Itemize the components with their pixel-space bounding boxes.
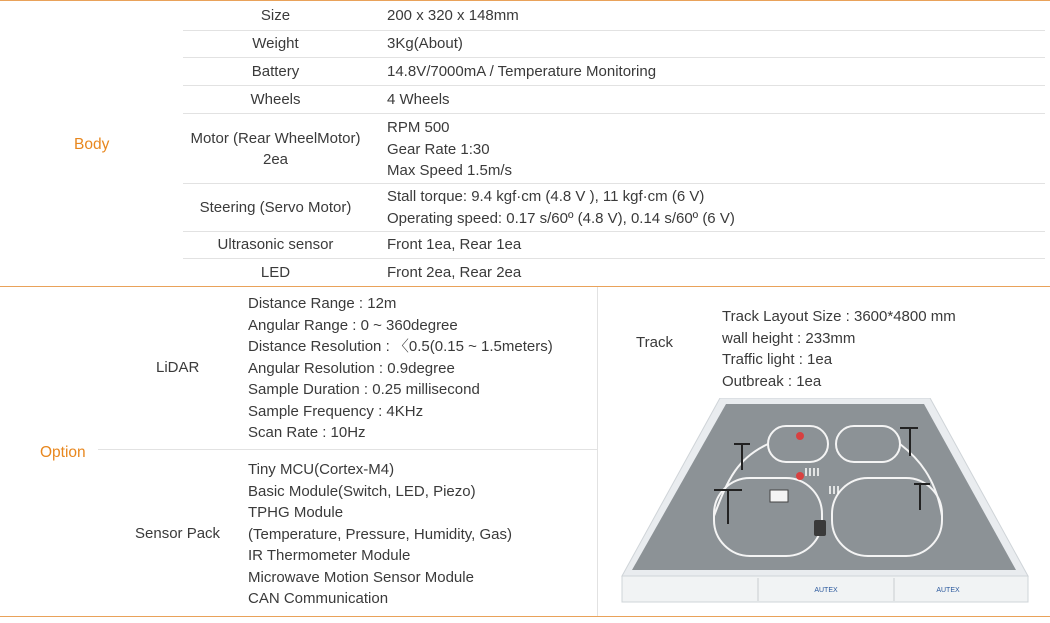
row-label-wheels: Wheels <box>250 91 301 108</box>
sensor-pack-line: TPHG Module <box>248 504 344 521</box>
robot-car <box>814 520 826 536</box>
steering-value-line: Stall torque: 9.4 kgf·cm (4.8 V ), 11 kgf·cm (6 V) <box>387 188 705 205</box>
track-floor <box>632 404 1016 570</box>
sensor-pack-label: Sensor Pack <box>135 525 221 542</box>
motor-value-line: RPM 500 <box>387 119 450 136</box>
sensor-pack-line: (Temperature, Pressure, Humidity, Gas) <box>248 525 512 543</box>
row-label-size: Size <box>260 7 291 24</box>
row-value-weight: 3Kg(About) <box>387 35 463 52</box>
stop-sign-icon <box>796 472 804 480</box>
row-divider <box>183 183 1045 184</box>
lidar-spec-line: Sample Duration : 0.25 millisecond <box>248 381 480 398</box>
row-label-motor-line: Motor (Rear WheelMotor) <box>190 130 361 147</box>
lidar-spec-line: Angular Range : 0 ~ 360degree <box>248 316 458 334</box>
wall-brand-logo: AUTEX <box>936 587 960 594</box>
track-specs <box>722 306 956 392</box>
lidar-specs <box>248 293 553 444</box>
row-divider <box>183 57 1045 58</box>
steering-value-line: Operating speed: 0.17 s/60º (4.8 V), 0.14 s/60º (6 V) <box>387 209 735 227</box>
row-label-motor <box>183 128 368 170</box>
track-spec-line: Outbreak : 1ea <box>722 372 822 390</box>
row-value-steering <box>387 186 735 229</box>
option-section-label: Option <box>40 444 86 461</box>
outbreak-box <box>770 490 788 502</box>
lidar-spec-line: Scan Rate : 10Hz <box>248 424 366 441</box>
row-divider <box>183 258 1045 259</box>
row-divider <box>98 449 598 450</box>
track-label: Track <box>636 334 673 351</box>
lidar-spec-line: Distance Resolution : 〈0.5(0.15 ~ 1.5meters) <box>248 338 553 355</box>
sensor-pack-specs <box>248 459 512 610</box>
section-divider <box>0 286 1050 287</box>
lidar-spec-line: Distance Range : 12m <box>248 295 397 312</box>
row-divider <box>183 231 1045 232</box>
row-label-weight: Weight <box>252 35 299 52</box>
row-value-ultrasonic: Front 1ea, Rear 1ea <box>387 236 522 253</box>
row-label-motor-line: 2ea <box>262 151 289 168</box>
lidar-label: LiDAR <box>156 359 200 376</box>
sensor-pack-line: Basic Module(Switch, LED, Piezo) <box>248 482 476 500</box>
track-spec-line: wall height : 233mm <box>722 329 856 347</box>
row-label-steering: Steering (Servo Motor) <box>199 199 352 216</box>
row-value-led: Front 2ea, Rear 2ea <box>387 264 522 281</box>
sensor-pack-line: CAN Communication <box>248 590 389 607</box>
bottom-border <box>0 616 1050 617</box>
lidar-spec-line: Sample Frequency : 4KHz <box>248 402 424 420</box>
row-divider <box>183 30 1045 31</box>
motor-value-line: Max Speed 1.5m/s <box>387 162 513 179</box>
lidar-spec-line: Angular Resolution : 0.9degree <box>248 359 455 377</box>
motor-value-line: Gear Rate 1:30 <box>387 140 490 158</box>
body-section-label: Body <box>74 136 110 153</box>
wall-brand-logo: AUTEX <box>814 587 838 594</box>
row-value-size: 200 x 320 x 148mm <box>387 7 519 24</box>
row-label-led: LED <box>260 264 291 281</box>
column-divider <box>597 287 598 617</box>
sensor-pack-line: IR Thermometer Module <box>248 547 411 564</box>
row-label-ultrasonic: Ultrasonic sensor <box>217 236 334 253</box>
row-value-wheels: 4 Wheels <box>387 91 450 108</box>
track-spec-line: Traffic light : 1ea <box>722 351 833 368</box>
row-divider <box>183 85 1045 86</box>
sensor-pack-line: Microwave Motion Sensor Module <box>248 568 474 586</box>
sensor-pack-line: Tiny MCU(Cortex-M4) <box>248 461 395 478</box>
track-spec-line: Track Layout Size : 3600*4800 mm <box>722 308 956 325</box>
row-value-battery: 14.8V/7000mA / Temperature Monitoring <box>387 63 657 80</box>
track-photo <box>618 398 1034 604</box>
stop-sign-icon <box>796 432 804 440</box>
top-border <box>0 0 1050 1</box>
row-value-motor <box>387 117 512 182</box>
row-label-battery: Battery <box>251 63 300 80</box>
row-divider <box>183 113 1045 114</box>
